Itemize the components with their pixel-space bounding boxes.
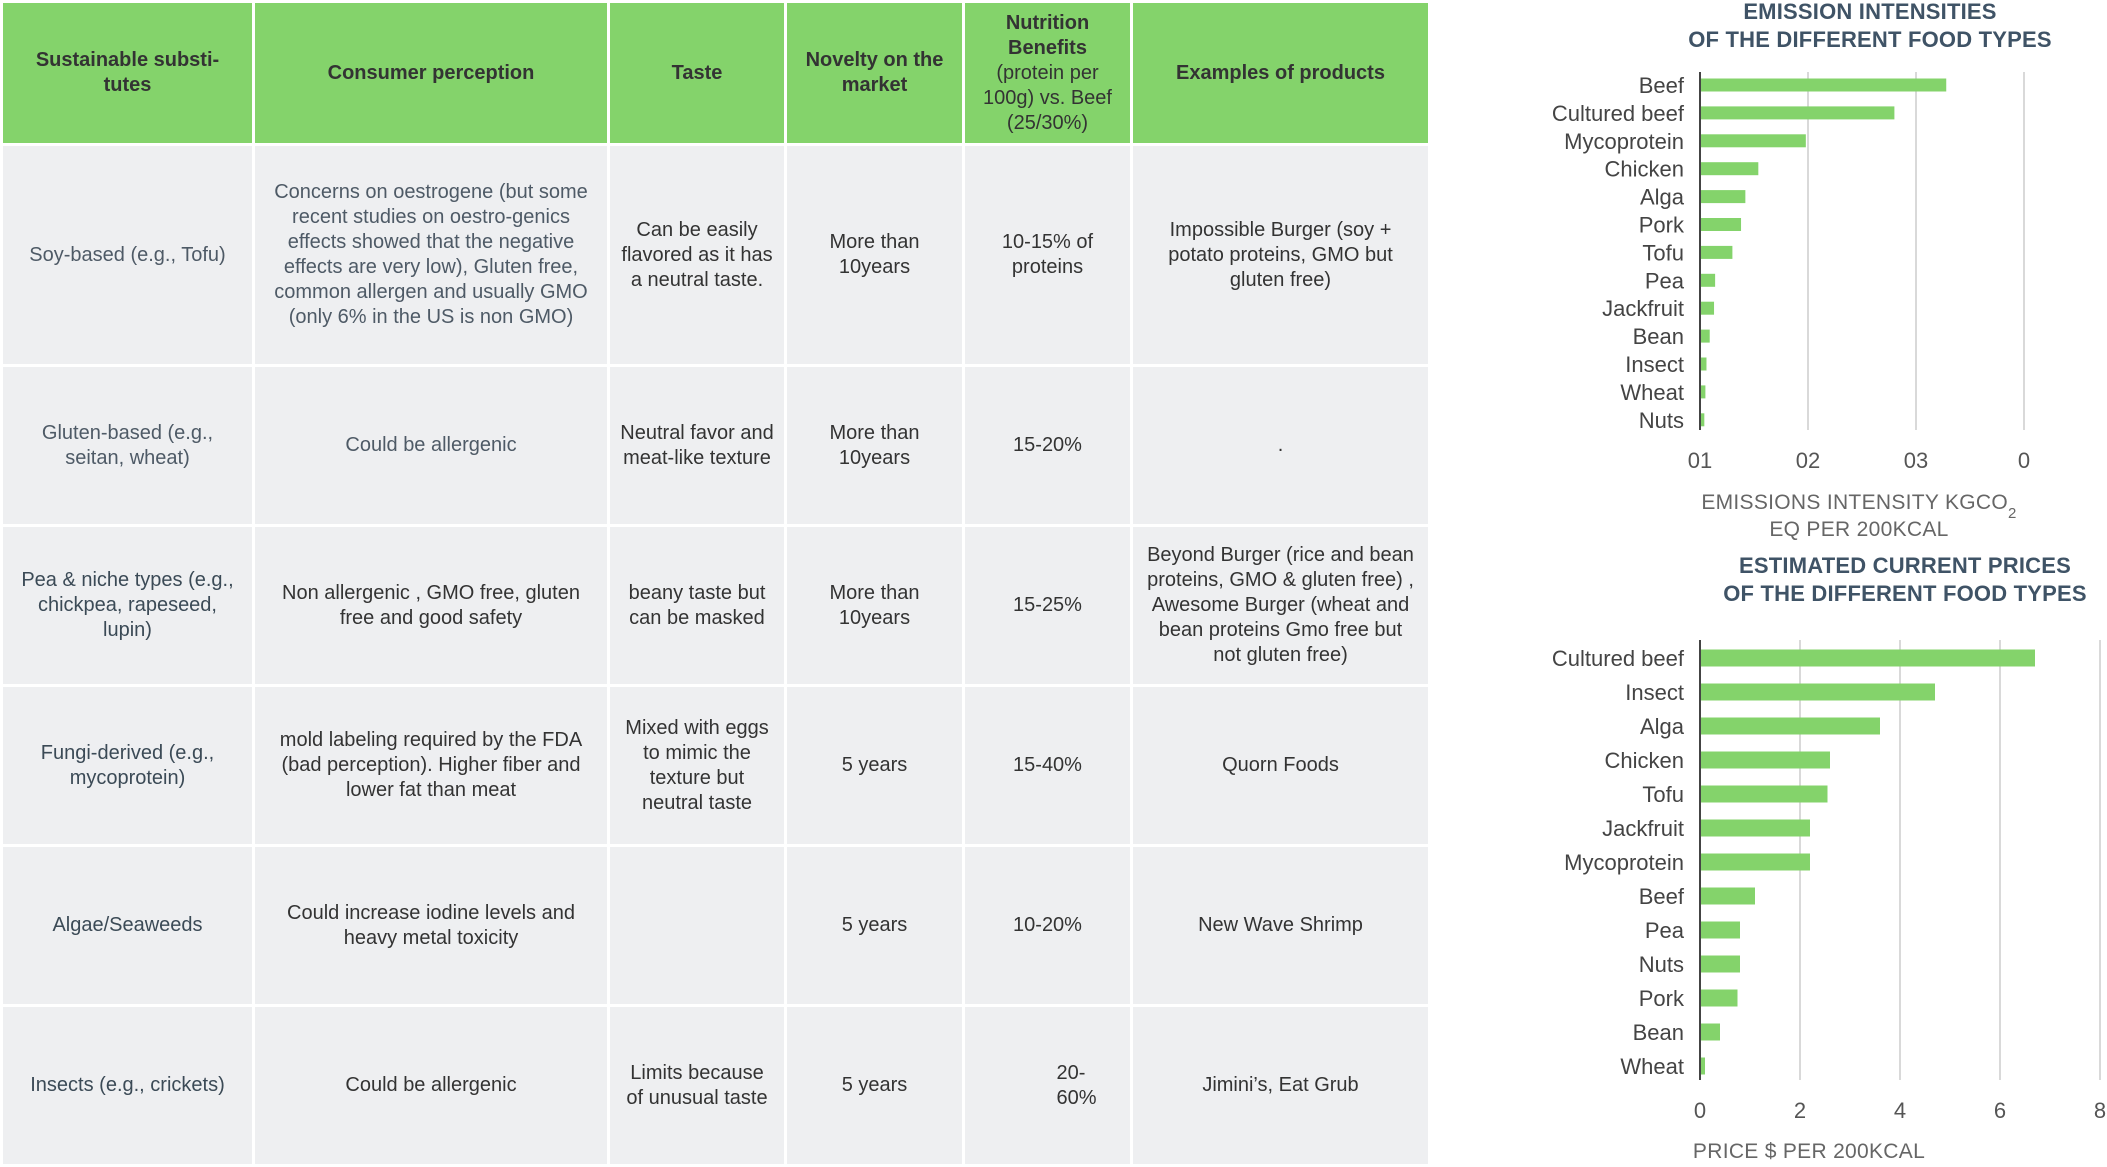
- emission-tick-label: 01: [1687, 448, 1713, 473]
- price-bar: [1700, 854, 1810, 871]
- emission-bar: [1700, 106, 1894, 119]
- price-category-label: Jackfruit: [1602, 816, 1684, 841]
- cell-novelty: More than 10years: [786, 526, 964, 686]
- cell-taste: beany taste but can be masked: [609, 526, 786, 686]
- cell-examples: Quorn Foods: [1132, 686, 1430, 846]
- price-tick-label: 4: [1893, 1098, 1907, 1123]
- price-bar: [1700, 922, 1740, 939]
- cell-nutrition: 15-20%: [964, 366, 1132, 526]
- price-bar: [1700, 684, 1935, 701]
- price-category-label: Insect: [1625, 680, 1684, 705]
- emission-bar: [1700, 246, 1732, 259]
- price-category-label: Alga: [1639, 714, 1684, 739]
- price-category-label: Bean: [1632, 1020, 1684, 1045]
- price-category-label: Wheat: [1620, 1054, 1684, 1079]
- cell-substitute: Insects (e.g., crickets): [2, 1006, 254, 1166]
- price-bar: [1700, 1024, 1720, 1041]
- cell-novelty: 5 years: [786, 846, 964, 1006]
- emission-tick-label: 03: [1903, 448, 1929, 473]
- emission-title-line-2: OF THE DIFFERENT FOOD TYPES: [1688, 27, 2052, 52]
- price-bar: [1700, 786, 1828, 803]
- price-tick-label: 2: [1793, 1098, 1807, 1123]
- price-tick-label: 6: [1993, 1098, 2007, 1123]
- cell-examples: .: [1132, 366, 1430, 526]
- emission-tick-label: 02: [1795, 448, 1821, 473]
- cell-taste: Neutral favor and meat-like texture: [609, 366, 786, 526]
- cell-substitute: Soy-based (e.g., Tofu): [2, 145, 254, 366]
- price-title-line-1: ESTIMATED CURRENT PRICES: [1739, 553, 2071, 578]
- cell-substitute: Pea & niche types (e.g., chickpea, rapeseed, lupin): [2, 526, 254, 686]
- header-examples: Examples of products: [1132, 2, 1430, 145]
- price-bar: [1700, 990, 1738, 1007]
- cell-consumer-perception: Non allergenic , GMO free, gluten free and good safety: [254, 526, 609, 686]
- header-taste: Taste: [609, 2, 786, 145]
- emission-category-label: Cultured beef: [1551, 100, 1684, 126]
- cell-taste: Limits because of unusual taste: [609, 1006, 786, 1166]
- cell-novelty: More than 10years: [786, 366, 964, 526]
- cell-novelty: 5 years: [786, 686, 964, 846]
- header-substitutes: Sustainable substi-tutes: [2, 2, 254, 145]
- cell-examples: Impossible Burger (soy + potato proteins, GMO but gluten free): [1132, 145, 1430, 366]
- cell-substitute: Fungi-derived (e.g., mycoprotein): [2, 686, 254, 846]
- cell-nutrition: 10-15% of proteins: [964, 145, 1132, 366]
- cell-consumer-perception: Concerns on oestrogene (but some recent studies on oestro-genics effects showed that the negative effects are very low), Gluten free, common allergen and usually GMO (only 6% in the US is non GMO): [254, 145, 609, 366]
- emission-bar: [1700, 302, 1714, 315]
- header-consumer-perception: Consumer perception: [254, 2, 609, 145]
- emission-category-label: Mycoprotein: [1564, 128, 1684, 154]
- cell-nutrition: 15-25%: [964, 526, 1132, 686]
- price-tick-label: 0: [1693, 1098, 1707, 1123]
- cell-novelty: More than 10years: [786, 145, 964, 366]
- cell-consumer-perception: Could be allergenic: [254, 366, 609, 526]
- cell-nutrition: 10-20%: [964, 846, 1132, 1006]
- price-category-label: Pea: [1644, 918, 1684, 943]
- cell-examples: Jimini’s, Eat Grub: [1132, 1006, 1430, 1166]
- emission-axis-title: EQ PER 200KCAL: [1769, 518, 1949, 541]
- emission-category-label: Nuts: [1638, 407, 1684, 433]
- cell-substitute: Gluten-based (e.g., seitan, wheat): [2, 366, 254, 526]
- emission-category-label: Alga: [1639, 184, 1684, 210]
- cell-taste: Mixed with eggs to mimic the texture but neutral taste: [609, 686, 786, 846]
- cell-taste: Can be easily flavored as it has a neutral taste.: [609, 145, 786, 366]
- emission-bar: [1700, 134, 1806, 147]
- cell-nutrition: 20-60%: [964, 1006, 1132, 1166]
- emission-category-label: Pork: [1638, 212, 1684, 238]
- price-category-label: Chicken: [1604, 748, 1684, 773]
- price-category-label: Pork: [1638, 986, 1684, 1011]
- price-bar: [1700, 820, 1810, 837]
- cell-consumer-perception: mold labeling required by the FDA (bad perception). Higher fiber and lower fat than meat: [254, 686, 609, 846]
- emission-category-label: Bean: [1632, 324, 1684, 350]
- cell-consumer-perception: Could be allergenic: [254, 1006, 609, 1166]
- emission-category-label: Beef: [1638, 73, 1684, 98]
- price-bar: [1700, 956, 1740, 973]
- price-title-line-2: OF THE DIFFERENT FOOD TYPES: [1723, 581, 2087, 606]
- price-category-label: Cultured beef: [1551, 646, 1684, 671]
- emission-tick-label: 0: [2017, 448, 2031, 473]
- price-bar: [1700, 888, 1755, 905]
- emission-bar: [1700, 274, 1715, 287]
- price-bar: [1700, 650, 2035, 667]
- price-category-label: Nuts: [1638, 952, 1684, 977]
- cell-consumer-perception: Could increase iodine levels and heavy metal toxicity: [254, 846, 609, 1006]
- emission-bar: [1700, 79, 1946, 92]
- emission-bar: [1700, 162, 1758, 175]
- cell-examples: New Wave Shrimp: [1132, 846, 1430, 1006]
- emission-axis-title: EMISSIONS INTENSITY $KGCO_2$: [1701, 491, 2017, 522]
- header-novelty: Novelty on the market: [786, 2, 964, 145]
- emission-category-label: Insect: [1625, 352, 1684, 377]
- emission-bar: [1700, 218, 1741, 231]
- emission-category-label: Wheat: [1620, 379, 1684, 405]
- price-axis-title: PRICE $ PER 200KCAL: [1692, 1140, 1926, 1163]
- price-bar: [1700, 752, 1830, 769]
- emission-title-line-1: EMISSION INTENSITIES: [1743, 0, 1997, 24]
- cell-nutrition: 15-40%: [964, 686, 1132, 846]
- emission-axis-title-subscript: 2: [2008, 504, 2017, 522]
- emission-category-label: Tofu: [1642, 240, 1684, 266]
- emission-category-label: Chicken: [1604, 156, 1684, 182]
- price-category-label: Beef: [1638, 884, 1684, 909]
- price-tick-label: 8: [2093, 1098, 2107, 1123]
- price-bar: [1700, 718, 1880, 735]
- cell-examples: Beyond Burger (rice and bean proteins, GMO & gluten free) , Awesome Burger (wheat and bean proteins Gmo free but not gluten free): [1132, 526, 1430, 686]
- cell-substitute: Algae/Seaweeds: [2, 846, 254, 1006]
- price-category-label: Tofu: [1642, 782, 1684, 807]
- emission-bar: [1700, 190, 1745, 203]
- price-category-label: Mycoprotein: [1564, 850, 1684, 875]
- header-nutrition-benefits: Nutrition Benefits (protein per 100g) vs. Beef (25/30%): [964, 2, 1132, 145]
- cell-novelty: 5 years: [786, 1006, 964, 1166]
- emission-bar: [1700, 330, 1710, 343]
- emission-category-label: Jackfruit: [1602, 296, 1684, 322]
- emission-category-label: Pea: [1644, 268, 1684, 294]
